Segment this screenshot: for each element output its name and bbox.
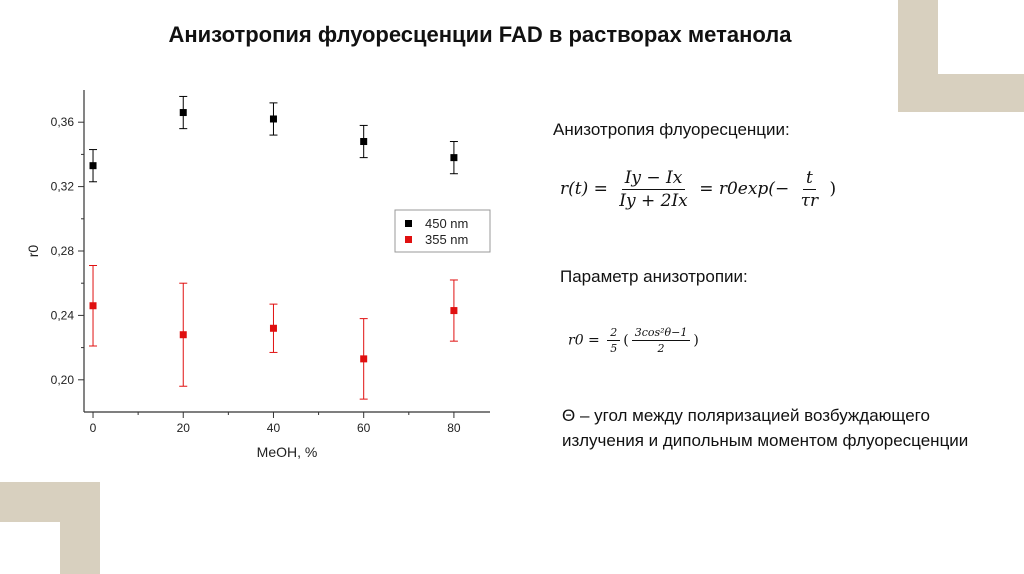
formula2-lhs: r0 =	[568, 332, 600, 349]
data-point	[360, 138, 367, 145]
formula1-fraction	[616, 168, 691, 211]
formula1-denominator: Iy + 2Ix	[619, 191, 688, 211]
formula1-time-numerator: t	[803, 168, 816, 190]
formula1-rhs-suffix: )	[829, 179, 837, 199]
formula2-close-paren: )	[693, 332, 699, 349]
anisotropy-parameter-formula	[568, 326, 699, 355]
legend-marker	[405, 220, 412, 227]
y-tick-label: 0,28	[50, 244, 74, 258]
data-point	[270, 115, 277, 122]
x-axis-label: MeOH, %	[256, 444, 318, 460]
y-tick-label: 0,32	[50, 179, 74, 194]
formula2-fraction	[607, 326, 620, 355]
formula1-numerator: Iy − Ix	[622, 168, 686, 190]
y-tick-label: 0,20	[50, 372, 74, 387]
data-point	[270, 325, 277, 332]
anisotropy-chart	[20, 80, 500, 470]
y-tick-label: 0,24	[50, 308, 74, 323]
corner-decoration-top-right	[898, 0, 1024, 112]
formula1-time-denominator: τr	[800, 191, 819, 211]
anisotropy-formula	[560, 168, 836, 211]
data-point	[360, 355, 367, 362]
formula1-time-fraction	[798, 168, 822, 211]
formula2-inner-numerator: 3cos²θ−1	[632, 326, 691, 341]
data-point	[450, 154, 457, 161]
x-tick-label: 40	[266, 421, 281, 435]
formula2-denominator: 5	[610, 342, 618, 355]
theta-description: Θ – угол между поляризацией возбуждающего излучения и дипольным моментом флуоресценции	[562, 406, 969, 450]
formula2-inner-denominator: 2	[657, 342, 665, 355]
data-point	[180, 109, 187, 116]
anisotropy-parameter-heading: Параметр анизотропии:	[560, 267, 748, 286]
legend-marker	[405, 236, 412, 243]
data-point	[450, 307, 457, 314]
slide-title: Анизотропия флуоресценции FAD в растворах метанола	[168, 22, 792, 47]
anisotropy-heading: Анизотропия флуоресценции:	[553, 120, 790, 139]
formula2-open-paren: (	[623, 332, 629, 349]
y-tick-label: 0,36	[50, 115, 74, 130]
data-point	[90, 162, 97, 169]
data-point	[90, 302, 97, 309]
formula1-lhs: r(t) =	[560, 179, 608, 199]
legend-label: 355 nm	[425, 232, 469, 247]
y-axis-label: r0	[25, 244, 41, 258]
x-tick-label: 0	[89, 421, 97, 435]
data-point	[180, 331, 187, 338]
corner-decoration-bottom-left	[0, 482, 100, 574]
x-tick-label: 60	[357, 421, 371, 435]
x-tick-label: 20	[176, 421, 190, 435]
formula1-rhs-prefix: = r0exp(−	[699, 179, 790, 199]
legend-label: 450 nm	[425, 216, 469, 231]
x-tick-label: 80	[447, 421, 461, 435]
formula2-numerator: 2	[607, 326, 620, 341]
formula2-inner-fraction	[632, 326, 691, 355]
